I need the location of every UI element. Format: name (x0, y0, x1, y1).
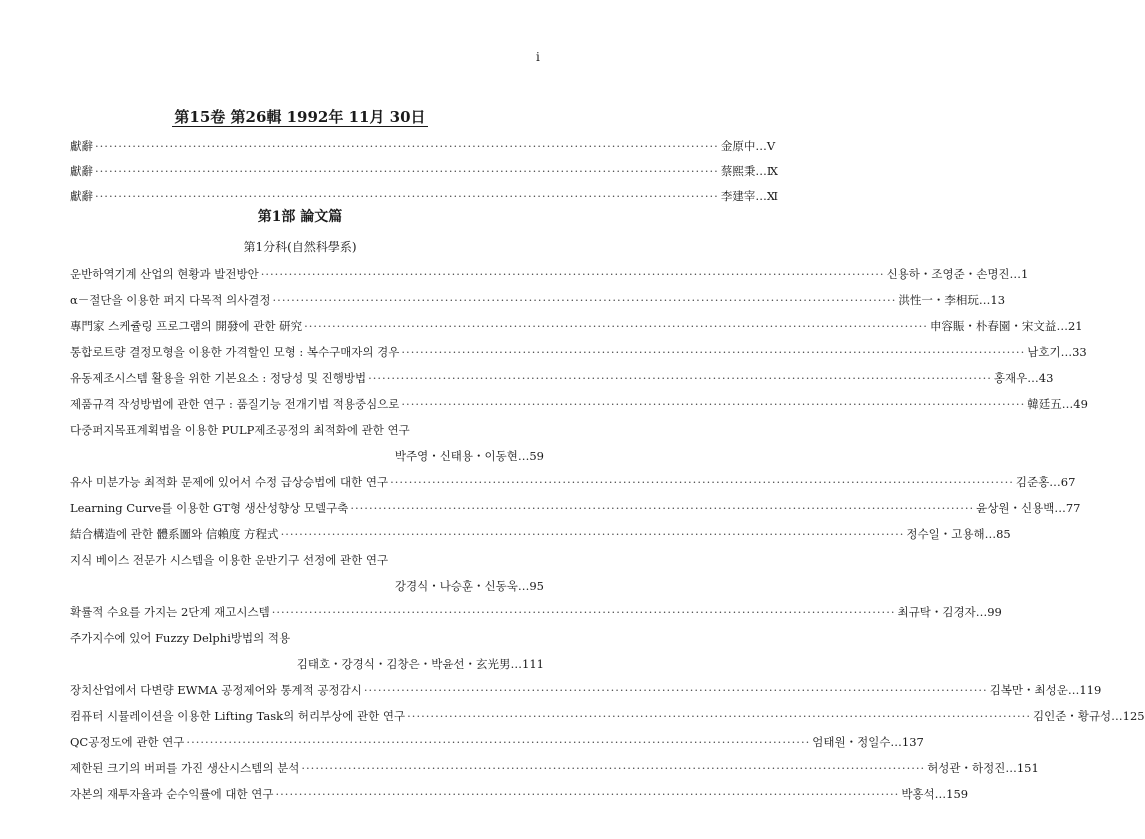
leader-dots (272, 604, 896, 620)
leader-dots (95, 138, 719, 154)
entry-page: …49 (1061, 397, 1088, 411)
entry-page: …67 (1049, 475, 1076, 489)
entry-author: 蔡熙秉 (720, 164, 756, 178)
entry-title: 운반하역기계 산업의 현황과 발전방안 (70, 267, 259, 281)
subpart-title: 第1分科(自然科學系) (243, 240, 357, 254)
entry-author-line (395, 448, 544, 464)
entry-author: 李建宰 (720, 189, 756, 203)
toc-entry (70, 786, 969, 802)
entry-title: Learning Curve를 이용한 GT형 생산성향상 모델구축 (70, 501, 349, 515)
entry-title: 확률적 수요를 가지는 2단계 재고시스템 (70, 605, 270, 619)
entry-title: 獻辭 (70, 164, 93, 178)
entry-title: 다중퍼지목표계획법을 이용한 PULP제조공정의 최적화에 관한 연구 (70, 423, 410, 437)
entry-author: 홍재우 (993, 371, 1028, 385)
toc-entry (70, 682, 1102, 698)
entry-title: 結合構造에 관한 體系圖와 信賴度 方程式 (70, 527, 279, 541)
entry-page: …85 (984, 527, 1011, 541)
leader-dots (364, 682, 988, 698)
entry-author: 김복만・최성운 (989, 683, 1068, 697)
toc-entry (70, 552, 544, 568)
leader-dots (368, 370, 992, 386)
entry-author: 申容賑・朴春園・宋文益 (929, 319, 1057, 333)
entry-author-line (395, 578, 544, 594)
entry-title: 주가지수에 있어 Fuzzy Delphi방법의 적용 (70, 631, 291, 645)
entry-title: 유사 미분가능 최적화 문제에 있어서 수정 급상승법에 대한 연구 (70, 475, 389, 489)
leader-dots (281, 526, 905, 542)
entry-page: …99 (975, 605, 1002, 619)
entry-author: 金原中 (720, 139, 756, 153)
entry-page: …77 (1054, 501, 1081, 515)
entry-author-line (297, 656, 544, 672)
leader-dots (401, 344, 1025, 360)
entry-page: …119 (1067, 683, 1102, 697)
entry-author: 정수일・고용해 (906, 527, 985, 541)
entry-title: 獻辭 (70, 189, 93, 203)
entry-title: 유동제조시스템 활용을 위한 기본요소 : 정당성 및 진행방법 (70, 371, 367, 385)
entry-author: 김준홍 (1015, 475, 1050, 489)
entry-author: 韓廷五 (1027, 397, 1062, 411)
front-entry (70, 138, 776, 154)
leader-dots (275, 786, 899, 802)
leader-dots (304, 318, 928, 334)
volume-heading: 第15卷 第26輯 1992年 11月 30日 (174, 108, 426, 126)
part-title: 第1部 論文篇 (257, 209, 343, 225)
toc-entry (70, 630, 544, 646)
toc-entry (70, 422, 544, 438)
entry-title: 컴퓨터 시뮬레이션을 이용한 Lifting Task의 허리부상에 관한 연구 (70, 709, 406, 723)
entry-author: 강경식・나승훈・신동욱 (394, 579, 518, 593)
leader-dots (390, 474, 1014, 490)
toc-entry (70, 292, 1006, 308)
entry-title: QC공정도에 관한 연구 (70, 735, 185, 749)
leader-dots (186, 734, 810, 750)
entry-author: 허성관・하정진 (927, 761, 1006, 775)
entry-author: 최규탁・김경자 (897, 605, 976, 619)
front-entry (70, 163, 778, 179)
entry-title: 제품규격 작성방법에 관한 연구 : 품질기능 전개기법 적용중심으로 (70, 397, 400, 411)
entry-author: 윤상원・신용백 (976, 501, 1055, 515)
entry-title: 獻辭 (70, 139, 93, 153)
leader-dots (95, 188, 719, 204)
entry-page: …21 (1056, 319, 1083, 333)
entry-page: …95 (517, 579, 544, 593)
toc-entry (70, 526, 1011, 542)
toc-entry (70, 266, 1029, 282)
entry-title: 專門家 스케쥴링 프로그램의 開發에 관한 研究 (70, 319, 303, 333)
leader-dots (301, 760, 925, 776)
entry-author: 남호기 (1027, 345, 1061, 359)
entry-page: …151 (1005, 761, 1039, 775)
entry-page: …125 (1111, 709, 1145, 723)
toc-entry (70, 500, 1081, 516)
entry-page: …Ⅸ (755, 164, 778, 178)
leader-dots (401, 396, 1025, 412)
entry-title: α－절단을 이용한 퍼지 다목적 의사결정 (70, 293, 271, 307)
entry-title: 자본의 재투자율과 순수익률에 대한 연구 (70, 787, 274, 801)
entry-page: …111 (510, 657, 544, 671)
toc-entry (70, 344, 1087, 360)
entry-title: 제한된 크기의 버퍼를 가진 생산시스템의 분석 (70, 761, 300, 775)
entry-page: …137 (890, 735, 924, 749)
toc-entry (70, 370, 1054, 386)
entry-page: …13 (978, 293, 1006, 307)
entry-author: 洪性一・李相玩 (898, 293, 979, 307)
leader-dots (350, 500, 974, 516)
entry-title: 지식 베이스 전문가 시스템을 이용한 운반기구 선정에 관한 연구 (70, 553, 389, 567)
toc-entry (70, 708, 1145, 724)
toc-entry (70, 396, 1088, 412)
toc-entry (70, 604, 1002, 620)
toc-entry (70, 474, 1076, 490)
entry-page: …159 (934, 787, 969, 801)
entry-page: …Ⅺ (755, 189, 778, 203)
entry-title: 장치산업에서 다변량 EWMA 공정제어와 통계적 공정감시 (70, 683, 362, 697)
toc-entry (70, 760, 1039, 776)
leader-dots (273, 292, 897, 308)
page-number: i (536, 50, 540, 64)
leader-dots (407, 708, 1031, 724)
entry-page: …1 (1009, 267, 1029, 281)
toc-entry (70, 734, 924, 750)
toc-entry (70, 318, 1083, 334)
entry-title: 통합로트량 결정모형을 이용한 가격할인 모형 : 복수구매자의 경우 (70, 345, 400, 359)
leader-dots (95, 163, 719, 179)
entry-page: …33 (1060, 345, 1087, 359)
entry-author: 박주영・신태용・이동현 (394, 449, 518, 463)
entry-author: 엄태원・정일수 (812, 735, 891, 749)
entry-author: 박홍석 (901, 787, 935, 801)
entry-author: 김태호・강경식・김창은・박윤선・玄光男 (296, 657, 511, 671)
entry-author: 신용하・조영준・손명진 (886, 267, 1010, 281)
leader-dots (261, 266, 885, 282)
entry-page: …V (755, 139, 776, 153)
front-entry (70, 188, 778, 204)
entry-page: …59 (517, 449, 544, 463)
entry-author: 김인준・황규성 (1032, 709, 1112, 723)
entry-page: …43 (1027, 371, 1054, 385)
